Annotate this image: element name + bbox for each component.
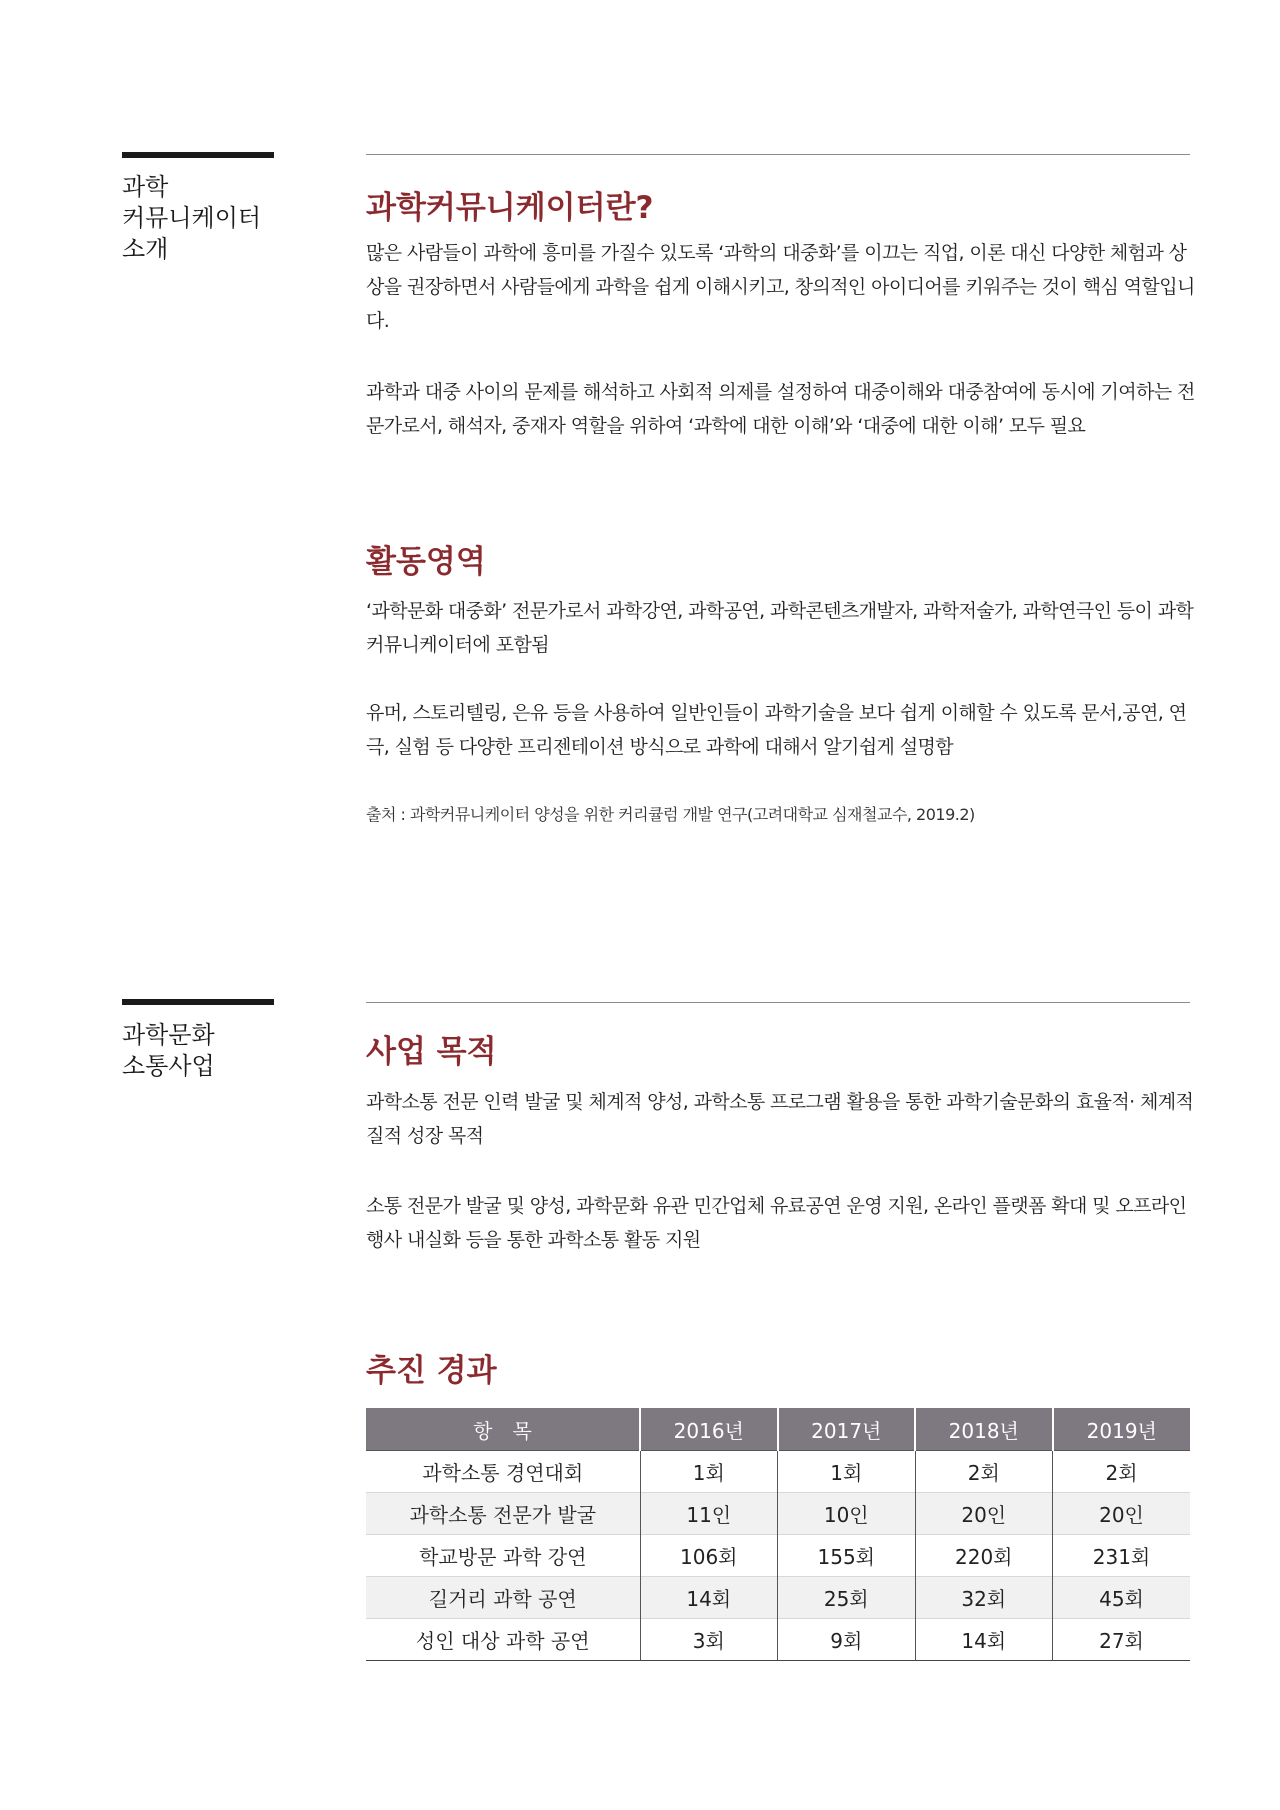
paragraph-support: 소통 전문가 발굴 및 양성, 과학문화 유관 민간업체 유료공연 운영 지원, 온라인 플랫폼 확대 및 오프라인 행사 내실화 등을 통한 과학소통 활동 지원 xyxy=(366,1195,1187,1251)
heading-progress: 추진 경과 xyxy=(366,1353,497,1389)
table-cell: 1회 xyxy=(640,1451,778,1493)
table-header-item: 항 목 xyxy=(366,1408,640,1451)
table-cell: 10인 xyxy=(778,1493,916,1535)
section1-sidebar-label xyxy=(122,172,261,265)
table-cell: 32회 xyxy=(915,1577,1053,1619)
table-cell: 1회 xyxy=(778,1451,916,1493)
table-header-row xyxy=(366,1408,1190,1451)
table-cell: 20인 xyxy=(915,1493,1053,1535)
paragraph-role: 과학과 대중 사이의 문제를 해석하고 사회적 의제를 설정하여 대중이해와 대중참여에 동시에 기여하는 전문가로서, 해석자, 중재자 역할을 위하여 ‘과학에 대한 이해’와 ‘대중에 대한 이해’ 모두 필요 xyxy=(366,381,1195,437)
section2-sidebar-label xyxy=(122,1020,215,1082)
table-cell-item: 성인 대상 과학 공연 xyxy=(366,1619,640,1661)
section2-sidebar-bar xyxy=(122,999,274,1005)
paragraph-definition: 많은 사람들이 과학에 흥미를 가질수 있도록 ‘과학의 대중화’를 이끄는 직업, 이론 대신 다양한 체험과 상상을 권장하면서 사람들에게 과학을 쉽게 이해시키고, 창의적인 아이디어를 키워주는 것이 핵심 역할입니다. xyxy=(366,242,1195,332)
table-header-year: 2019년 xyxy=(1053,1408,1191,1451)
paragraph-activity-method: 유머, 스토리텔링, 은유 등을 사용하여 일반인들이 과학기술을 보다 쉽게 이해할 수 있도록 문서,공연, 연극, 실험 등 다양한 프리젠테이션 방식으로 과학에 대해서 알기쉽게 설명함 xyxy=(366,702,1187,758)
table-row xyxy=(366,1619,1190,1661)
progress-table xyxy=(366,1408,1190,1661)
heading-business-purpose: 사업 목적 xyxy=(366,1034,497,1070)
table-cell-item: 과학소통 경연대회 xyxy=(366,1451,640,1493)
heading-what-is-science-communicator: 과학커뮤니케이터란? xyxy=(366,190,654,226)
section2-sidebar-line: 과학문화 xyxy=(122,1021,215,1049)
section2-top-rule xyxy=(366,1002,1190,1003)
section1-top-rule xyxy=(366,154,1190,155)
table-cell: 27회 xyxy=(1053,1619,1191,1661)
table-cell: 106회 xyxy=(640,1535,778,1577)
table-cell: 14회 xyxy=(915,1619,1053,1661)
source-citation: 출처 : 과학커뮤니케이터 양성을 위한 커리큘럼 개발 연구(고려대학교 심재철교수, 2019.2) xyxy=(366,805,975,824)
table-row xyxy=(366,1493,1190,1535)
table-header-year: 2016년 xyxy=(640,1408,778,1451)
table-cell: 20인 xyxy=(1053,1493,1191,1535)
heading-activity-area: 활동영역 xyxy=(366,544,486,580)
table-cell: 3회 xyxy=(640,1619,778,1661)
table-cell: 155회 xyxy=(778,1535,916,1577)
table-cell: 220회 xyxy=(915,1535,1053,1577)
table-cell: 14회 xyxy=(640,1577,778,1619)
table-cell: 2회 xyxy=(1053,1451,1191,1493)
table-row xyxy=(366,1535,1190,1577)
section1-sidebar-bar xyxy=(122,152,274,158)
paragraph-activity-scope: ‘과학문화 대중화’ 전문가로서 과학강연, 과학공연, 과학콘텐츠개발자, 과학저술가, 과학연극인 등이 과학커뮤니케이터에 포함됨 xyxy=(366,600,1194,656)
section1-sidebar-line: 커뮤니케이터 xyxy=(122,204,262,232)
table-header-year: 2017년 xyxy=(778,1408,916,1451)
section1-sidebar-line: 과학 xyxy=(122,173,169,201)
table-row xyxy=(366,1577,1190,1619)
section2-sidebar-line: 소통사업 xyxy=(122,1052,215,1080)
table-cell: 45회 xyxy=(1053,1577,1191,1619)
table-cell: 2회 xyxy=(915,1451,1053,1493)
table-header-year: 2018년 xyxy=(915,1408,1053,1451)
paragraph-purpose: 과학소통 전문 인력 발굴 및 체계적 양성, 과학소통 프로그램 활용을 통한 과학기술문화의 효율적· 체계적 질적 성장 목적 xyxy=(366,1091,1194,1147)
section1-sidebar-line: 소개 xyxy=(122,235,169,263)
table-cell-item: 과학소통 전문가 발굴 xyxy=(366,1493,640,1535)
table-cell: 11인 xyxy=(640,1493,778,1535)
table-cell: 25회 xyxy=(778,1577,916,1619)
table-cell: 9회 xyxy=(778,1619,916,1661)
table-cell-item: 학교방문 과학 강연 xyxy=(366,1535,640,1577)
table-cell-item: 길거리 과학 공연 xyxy=(366,1577,640,1619)
table-row xyxy=(366,1451,1190,1493)
table-cell: 231회 xyxy=(1053,1535,1191,1577)
